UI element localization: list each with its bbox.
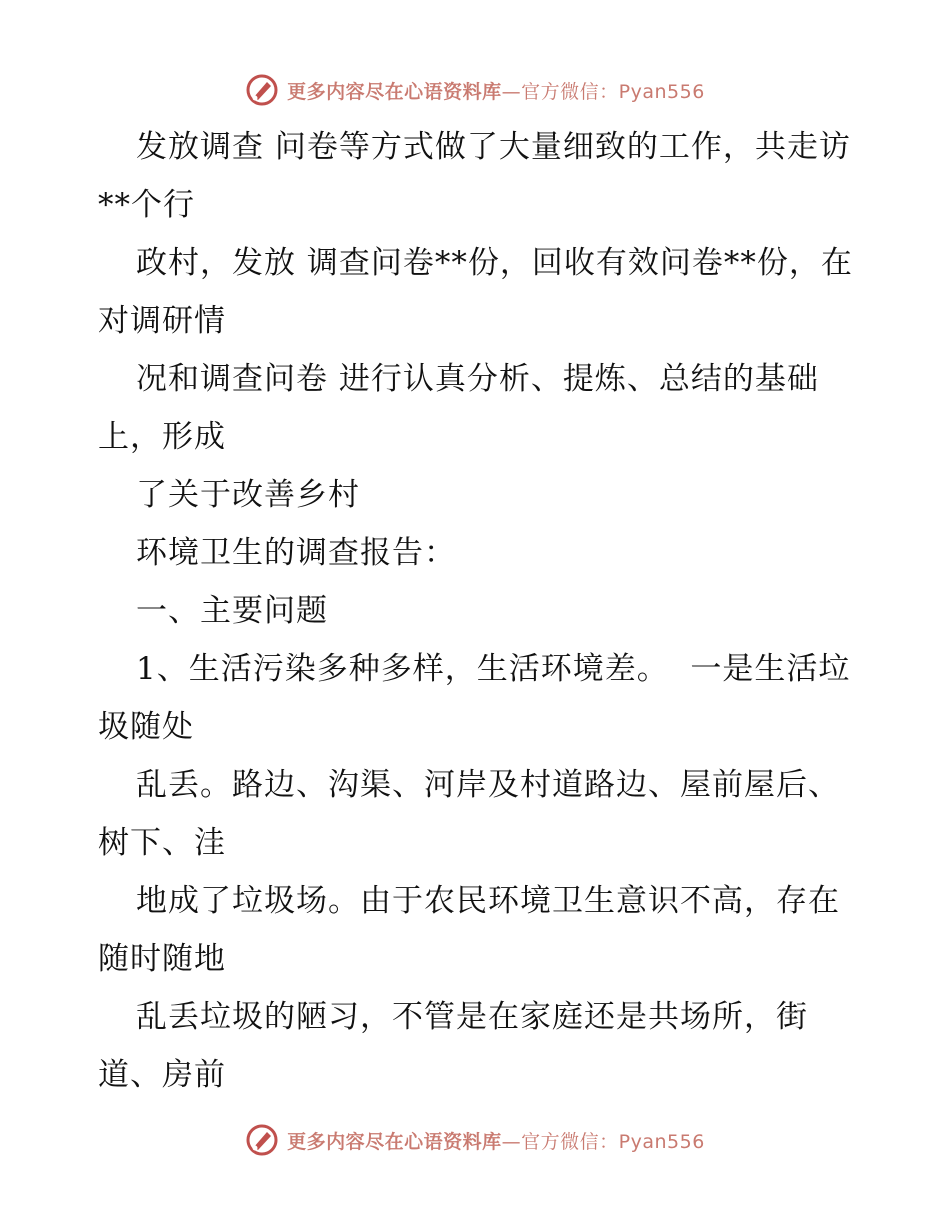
watermark-dash: — bbox=[501, 80, 522, 103]
paragraph: 地成了垃圾场。由于农民环境卫生意识不高，存在随时随地 bbox=[98, 883, 840, 977]
pen-seal-icon bbox=[245, 73, 279, 107]
paragraph: 发放调查 问卷等方式做了大量细致的工作，共走访**个行 bbox=[98, 129, 851, 223]
paragraph: 1、生活污染多种多样，生活环境差。 一是生活垃圾随处 bbox=[98, 651, 851, 745]
document-body bbox=[98, 118, 858, 1104]
header-watermark bbox=[0, 72, 950, 108]
paragraph: 乱丢垃圾的陋习，不管是在家庭还是共场所，街道、房前 bbox=[98, 999, 808, 1093]
paragraph: 环境卫生的调查报告： bbox=[136, 535, 456, 571]
paragraph: 了关于改善乡村 bbox=[136, 477, 360, 513]
section-heading: 一、主要问题 bbox=[136, 593, 328, 629]
paragraph: 乱丢。路边、沟渠、河岸及村道路边、屋前屋后、树下、洼 bbox=[98, 767, 840, 861]
watermark-text bbox=[287, 1127, 705, 1154]
footer-watermark bbox=[0, 1122, 950, 1158]
watermark-text bbox=[287, 77, 705, 104]
watermark-main: 更多内容尽在心语资料库 bbox=[287, 1130, 502, 1153]
watermark-dash: — bbox=[501, 1130, 522, 1153]
paragraph: 政村，发放 调查问卷**份，回收有效问卷**份，在对调研情 bbox=[98, 245, 853, 339]
watermark-contact: 官方微信：Pyan556 bbox=[521, 80, 705, 103]
paragraph: 况和调查问卷 进行认真分析、提炼、总结的基础上，形成 bbox=[98, 361, 819, 455]
watermark-contact: 官方微信：Pyan556 bbox=[521, 1130, 705, 1153]
watermark-main: 更多内容尽在心语资料库 bbox=[287, 80, 502, 103]
pen-seal-icon bbox=[245, 1123, 279, 1157]
